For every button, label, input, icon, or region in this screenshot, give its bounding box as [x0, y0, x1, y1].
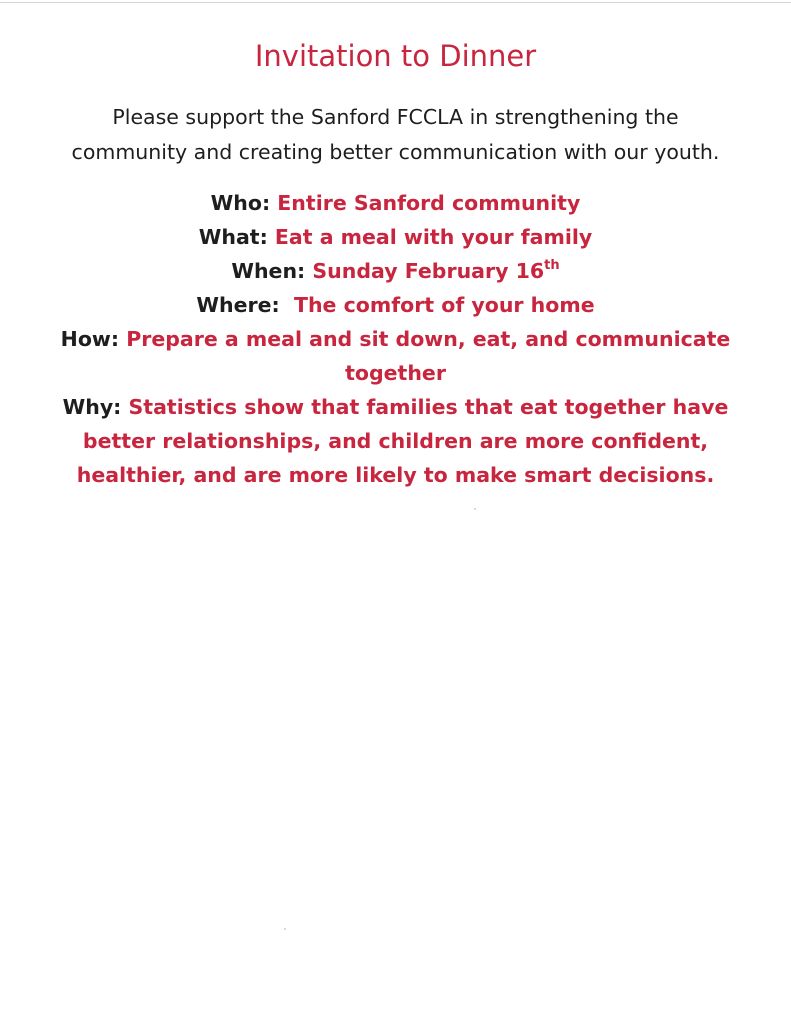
scan-speck [474, 508, 476, 510]
detail-label: Where: [196, 293, 280, 317]
detail-value [312, 259, 559, 283]
detail-value-continued: together [345, 361, 446, 385]
document-title: Invitation to Dinner [254, 39, 537, 73]
detail-value: The comfort of your home [293, 293, 595, 317]
detail-who [30, 186, 761, 220]
detail-label: How: [60, 327, 120, 351]
ordinal-suffix: th [544, 258, 560, 273]
detail-why [30, 390, 761, 492]
detail-label: What: [198, 225, 268, 249]
intro-line: community and creating better communication with our youth. [71, 140, 720, 164]
detail-value: Prepare a meal and sit down, eat, and communicate [126, 327, 731, 351]
intro-line: Please support the Sanford FCCLA in strengthening the [112, 105, 679, 129]
detail-value-continued: healthier, and are more likely to make smart decisions. [76, 463, 715, 487]
intro-paragraph [20, 100, 771, 170]
detail-value: Entire Sanford community [277, 191, 581, 215]
detail-label: Who: [210, 191, 271, 215]
event-details [30, 186, 761, 492]
detail-how [30, 322, 761, 390]
date-text: Sunday February 16 [312, 259, 545, 283]
scan-edge-line [0, 2, 791, 3]
detail-label: Why: [62, 395, 122, 419]
detail-when [30, 254, 761, 288]
detail-where [30, 288, 761, 322]
detail-value: Eat a meal with your family [274, 225, 593, 249]
detail-label: When: [231, 259, 306, 283]
detail-value: Statistics show that families that eat together have [128, 395, 729, 419]
detail-what [30, 220, 761, 254]
detail-value-continued: better relationships, and children are more confident, [82, 429, 709, 453]
scan-speck [284, 928, 286, 930]
